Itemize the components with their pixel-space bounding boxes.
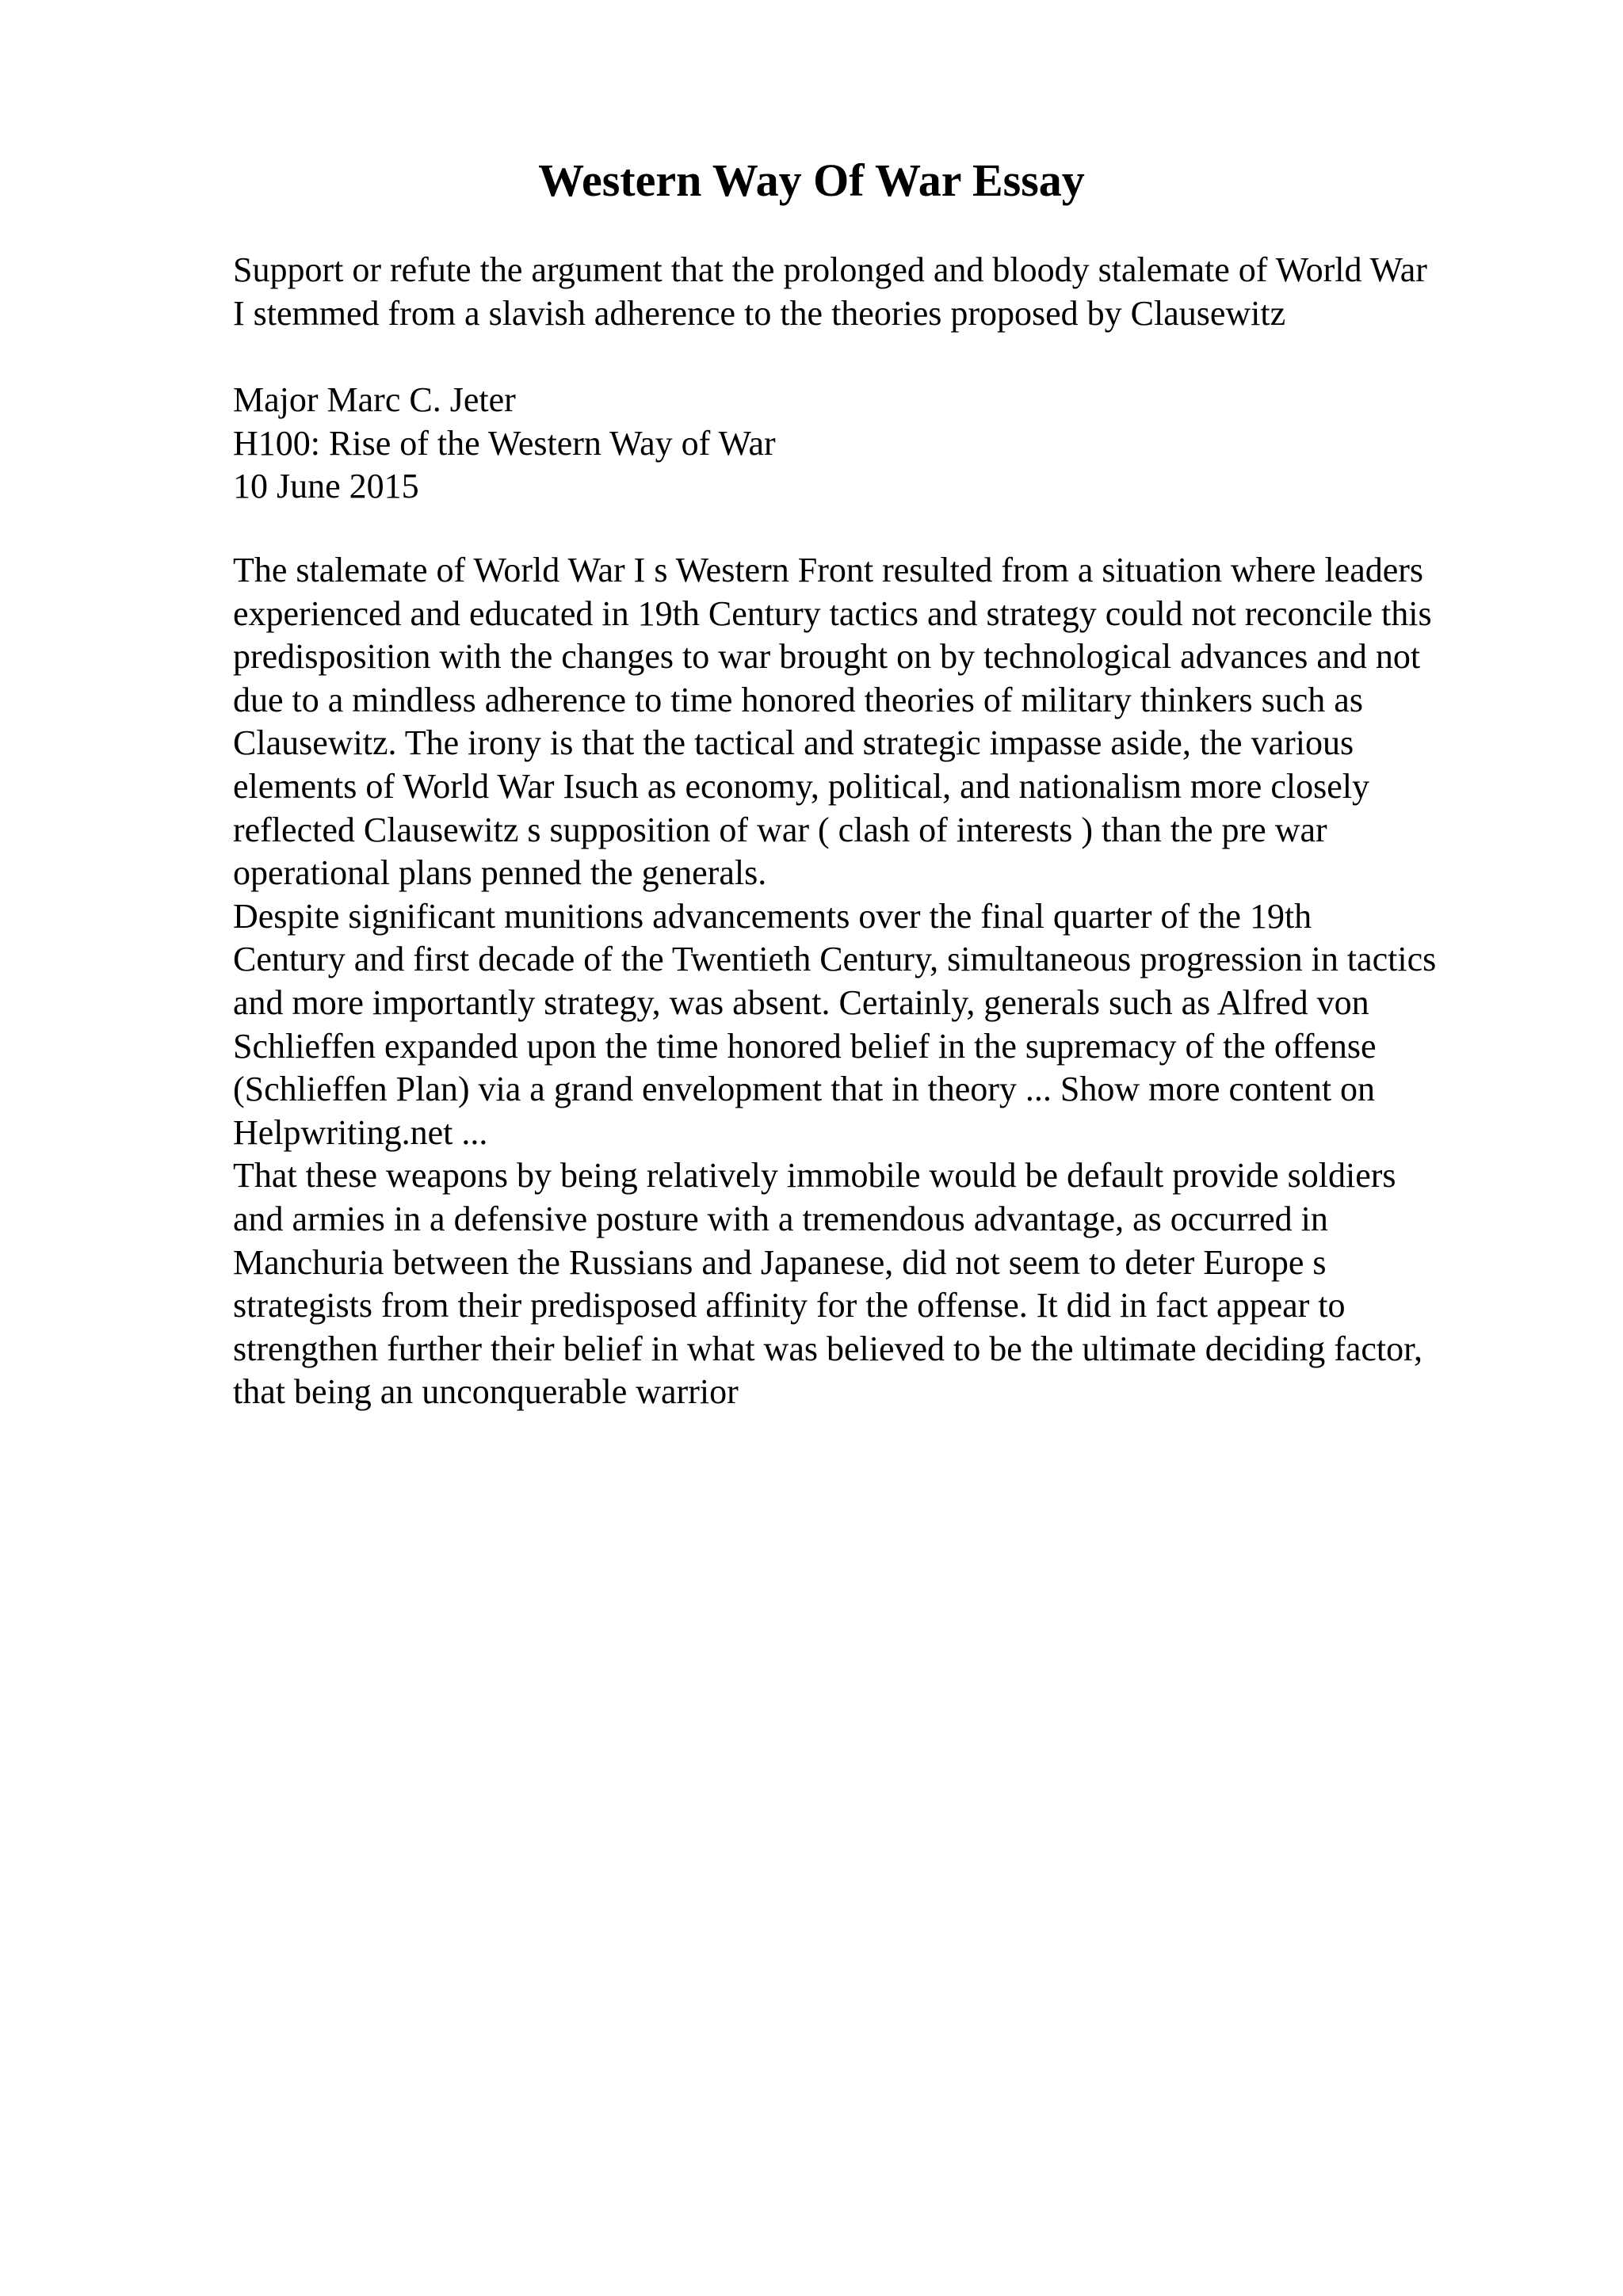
- paragraph-line: experienced and educated in 19th Century tactics and strategy could not reconcile this: [233, 593, 1432, 633]
- paragraph: [233, 549, 1533, 895]
- essay-prompt: [233, 249, 1533, 335]
- paragraph-line: reflected Clausewitz s supposition of war ( clash of interests ) than the pre war: [233, 810, 1327, 849]
- paragraph-line: That these weapons by being relatively immobile would be default provide soldiers: [233, 1156, 1396, 1196]
- paragraph-line: Despite significant munitions advancements over the final quarter of the 19th: [233, 896, 1312, 936]
- paragraph-line: Helpwriting.net ...: [233, 1112, 488, 1152]
- paragraph-line: Schlieffen expanded upon the time honored belief in the supremacy of the offense: [233, 1026, 1377, 1066]
- paragraph-line: predisposition with the changes to war brought on by technological advances and not: [233, 637, 1421, 677]
- paragraph-line: operational plans penned the generals.: [233, 853, 767, 893]
- paragraph-line: Century and first decade of the Twentieth Century, simultaneous progression in tactics: [233, 940, 1437, 979]
- course-name: H100: Rise of the Western Way of War: [233, 423, 776, 463]
- paragraph-line: strategists from their predisposed affinity for the offense. It did in fact appear to: [233, 1286, 1346, 1325]
- essay-date: 10 June 2015: [233, 467, 419, 506]
- paragraph-line: and more importantly strategy, was absent. Certainly, generals such as Alfred von: [233, 982, 1369, 1022]
- paragraph-line: and armies in a defensive posture with a tremendous advantage, as occurred in: [233, 1199, 1328, 1238]
- paragraph: [233, 1154, 1533, 1414]
- document-title: Western Way Of War Essay: [538, 154, 1085, 206]
- paragraph-line: The stalemate of World War I s Western Front resulted from a situation where leaders: [233, 551, 1424, 589]
- paragraph: [233, 895, 1533, 1155]
- paragraph-line: (Schlieffen Plan) via a grand envelopment that in theory ... Show more content on: [233, 1070, 1376, 1109]
- prompt-line: I stemmed from a slavish adherence to the theories proposed by Clausewitz: [233, 293, 1286, 333]
- paragraph-line: elements of World War Isuch as economy, political, and nationalism more closely: [233, 766, 1369, 806]
- essay-metadata: [233, 379, 1533, 509]
- paragraph-line: that being an unconquerable warrior: [233, 1372, 739, 1412]
- essay-body: [233, 549, 1533, 1414]
- paragraph-line: strengthen further their belief in what was believed to be the ultimate deciding factor,: [233, 1329, 1423, 1368]
- prompt-line: Support or refute the argument that the prolonged and bloody stalemate of World War: [233, 250, 1427, 289]
- paragraph-line: due to a mindless adherence to time honored theories of military thinkers such as: [233, 680, 1363, 719]
- paragraph-line: Manchuria between the Russians and Japanese, did not seem to deter Europe s: [233, 1242, 1327, 1282]
- paragraph-line: Clausewitz. The irony is that the tactical and strategic impasse aside, the various: [233, 723, 1354, 763]
- author-name: Major Marc C. Jeter: [233, 380, 516, 419]
